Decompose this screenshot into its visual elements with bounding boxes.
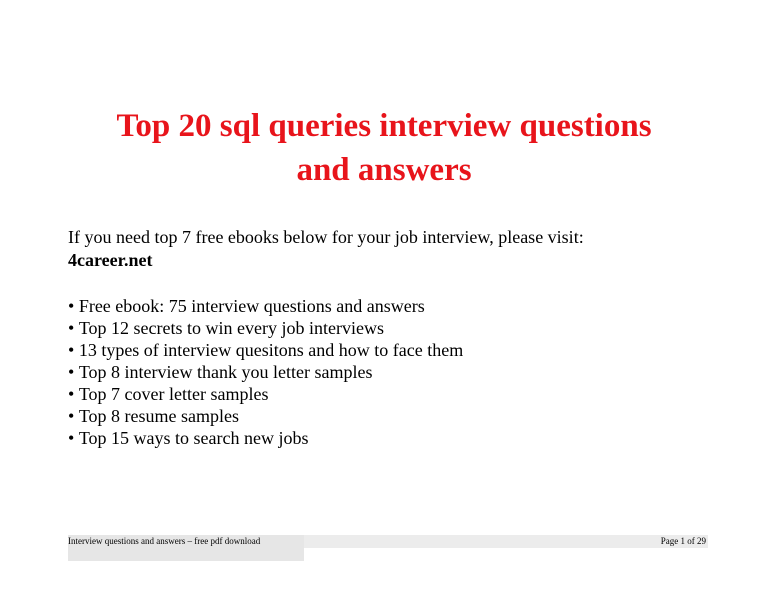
list-item: • Top 8 interview thank you letter samples [68,361,463,383]
page-number: Page 1 of 29 [660,536,706,546]
list-item: • 13 types of interview quesitons and how to face them [68,339,463,361]
list-item: • Top 15 ways to search new jobs [68,427,463,449]
footer-caption: Interview questions and answers – free pdf download [68,536,261,546]
footer-bar-right [304,535,708,548]
footer-bar-lower [68,548,304,561]
ebook-list [68,295,463,449]
list-item: • Top 8 resume samples [68,405,463,427]
list-item: • Top 7 cover letter samples [68,383,463,405]
intro-text: If you need top 7 free ebooks below for your job interview, please visit: [68,227,584,247]
site-link[interactable]: 4career.net [68,250,153,270]
intro-paragraph [68,226,584,272]
page-title [0,104,768,192]
list-item: • Top 12 secrets to win every job interviews [68,317,463,339]
title-line-2: and answers [296,152,472,188]
title-line-1: Top 20 sql queries interview questions [116,108,652,144]
list-item: • Free ebook: 75 interview questions and answers [68,295,463,317]
page-footer [68,535,708,561]
